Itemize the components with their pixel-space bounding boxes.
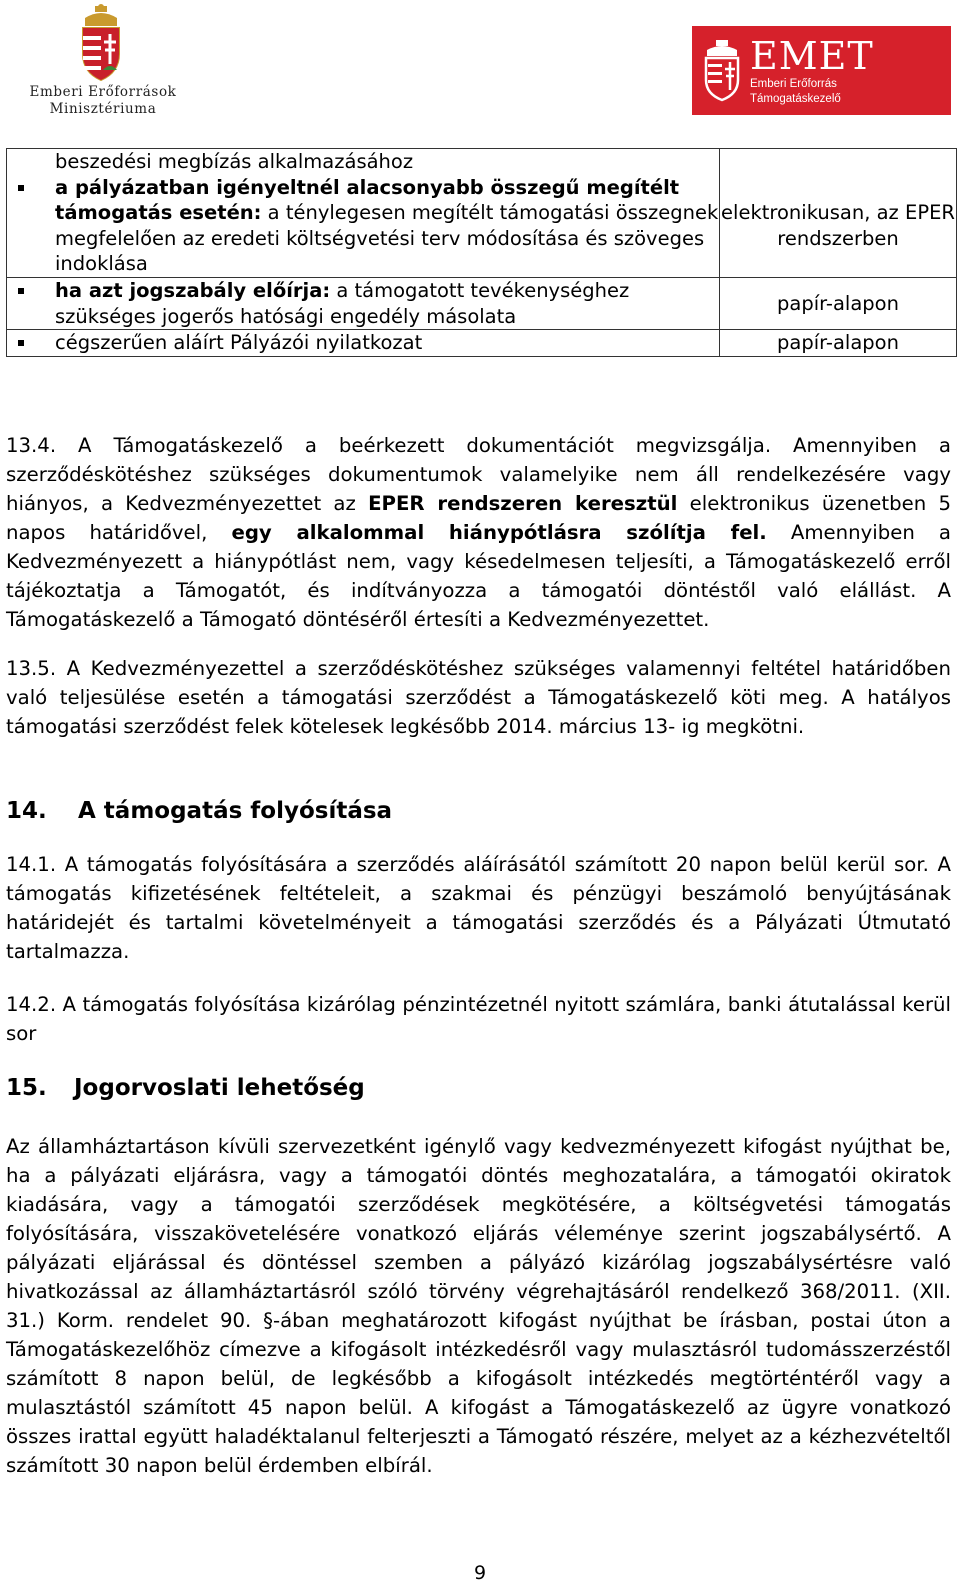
bullet-icon — [18, 185, 24, 191]
section-number: 15. — [6, 1075, 47, 1101]
hungarian-coat-of-arms-icon — [79, 4, 123, 82]
condition-label: a pályázatban igényeltnél alacsonyabb összegű megítélt támogatás esetén: — [55, 175, 680, 225]
table-cell-description — [7, 149, 720, 278]
paragraph-text: 13.4. A Támogatáskezelő a beérkezett dokumentációt megvizsgálja. Amennyiben a szerződéskötéshez szükséges dokumentumok valamelyike nem áll rendelkezésére vagy hiányos, a Kedvezményezettet az — [6, 434, 951, 515]
table-cell-format: elektronikusan, az EPER rendszerben — [720, 149, 957, 278]
table-row — [7, 277, 957, 329]
section-heading-15 — [6, 1075, 365, 1101]
item-text: cégszerűen aláírt Pályázói nyilatkozat — [55, 331, 423, 355]
item-text: a ténylegesen megítélt támogatási összegnek megfelelően az eredeti költségvetési terv módosítása és szöveges indoklása — [55, 201, 719, 276]
paragraph-15: Az államháztartáson kívüli szervezetként igénylő vagy kedvezményezett kifogást nyújthat be, ha a pályázati eljárásra, vagy a támogatói döntés meghozatalára, a támogatói okiratok kiadására, vagy a támogatói szerződések megkötésére, a költségvetési támogatás folyósítására, visszakövetelésére vonatkozó eljárás véleménye szerint jogszabálysértő. A pályázati eljárással és döntéssel szemben a pályázó kizárólag jogszabálysértésre való hivatkozással az államháztartásról szóló törvény végrehajtásáról rendelkező 368/2011. (XII. 31.) Korm. rendelet 90. §-ában meghatározott kifogást nyújthat be írásban, postai úton a Támogatáskezelőhöz címezve a kifogásolt intézkedésről vagy mulasztásról tudomásszerzéstől számított 8 napon belül, de legkésőbb a kifogásolt intézkedés megtörténtéről vagy a mulasztástól számított 45 napon belül. A kifogást a Támogatáskezelő az ügyre vonatkozó összes irattal együtt haladéktalanul felterjeszti a Támogató részére, melyet az a kézhezvételtől számított 30 napon belül érdemben elbírál. — [6, 1135, 951, 1477]
paragraph-14-1: 14.1. A támogatás folyósítására a szerződés aláírásától számított 20 napon belül kerül sor. A támogatás kifizetésének feltételeit, a szakmai és pénzügyi beszámoló benyújtásának határidejét és tartalmi követelményeit a támogatási szerződés és a Pályázati Útmutató tartalmazza. — [6, 853, 951, 963]
list-item — [55, 330, 719, 356]
emet-logo — [692, 26, 951, 115]
emet-brand: EMET — [750, 34, 874, 78]
table-row — [7, 149, 957, 278]
ministry-logo — [18, 4, 188, 116]
section-number: 14. — [6, 798, 47, 824]
paragraph-bold-text: egy alkalommal hiánypótlásra szólítja fel. — [231, 521, 767, 544]
table-cell-description — [7, 330, 720, 357]
emet-subtitle-line1: Emberi Erőforrás — [750, 78, 837, 90]
ministry-name-line2: Minisztériuma — [49, 101, 157, 117]
item-text: a támogatott tevékenységhez szükséges jogerős hatósági engedély másolata — [55, 278, 630, 328]
list-item-continuation: beszedési megbízás alkalmazásához — [55, 150, 414, 173]
paragraph-text: elektronikus üzenetben 5 napos határidővel, — [6, 492, 951, 544]
list-item — [55, 278, 719, 329]
ministry-name-line1: Emberi Erőforrások — [29, 84, 177, 100]
table-cell-format: papír-alapon — [720, 277, 957, 329]
paragraph-bold-text: EPER rendszeren keresztül — [368, 492, 678, 515]
paragraph-14-2: 14.2. A támogatás folyósítása kizárólag pénzintézetnél nyitott számlára, banki átutalással kerül sor — [6, 993, 951, 1045]
documents-table — [6, 148, 957, 357]
section-heading-14 — [6, 798, 392, 824]
condition-label: ha azt jogszabály előírja: — [55, 278, 331, 302]
paragraph-13-4 — [6, 431, 951, 634]
page-number: 9 — [473, 1562, 487, 1584]
table-cell-description — [7, 277, 720, 329]
coat-of-arms-icon — [702, 40, 742, 102]
list-item — [55, 175, 719, 277]
table-cell-format: papír-alapon — [720, 330, 957, 357]
bullet-icon — [18, 288, 24, 294]
bullet-icon — [18, 340, 24, 346]
paragraph-13-5: 13.5. A Kedvezményezettel a szerződéskötéshez szükséges valamennyi feltétel határidőben való teljesülése esetén a támogatási szerződést a Támogatáskezelő köti meg. A hatályos támogatási szerződést felek kötelesek legkésőbb 2014. március 13- ig megkötni. — [6, 657, 951, 738]
section-title: Jogorvoslati lehetőség — [74, 1075, 365, 1101]
emet-subtitle-line2: Támogatáskezelő — [750, 93, 841, 105]
paragraph-text: Amennyiben a Kedvezményezett a hiánypótlást nem, vagy késedelmesen teljesíti, a Támogatáskezelő erről tájékoztatja a Támogatót, és indítványozza a támogatói döntéstől való elállást. A Támogatáskezelő a Támogató döntéséről értesíti a Kedvezményezettet. — [6, 521, 951, 631]
section-title: A támogatás folyósítása — [78, 798, 393, 824]
table-row — [7, 330, 957, 357]
